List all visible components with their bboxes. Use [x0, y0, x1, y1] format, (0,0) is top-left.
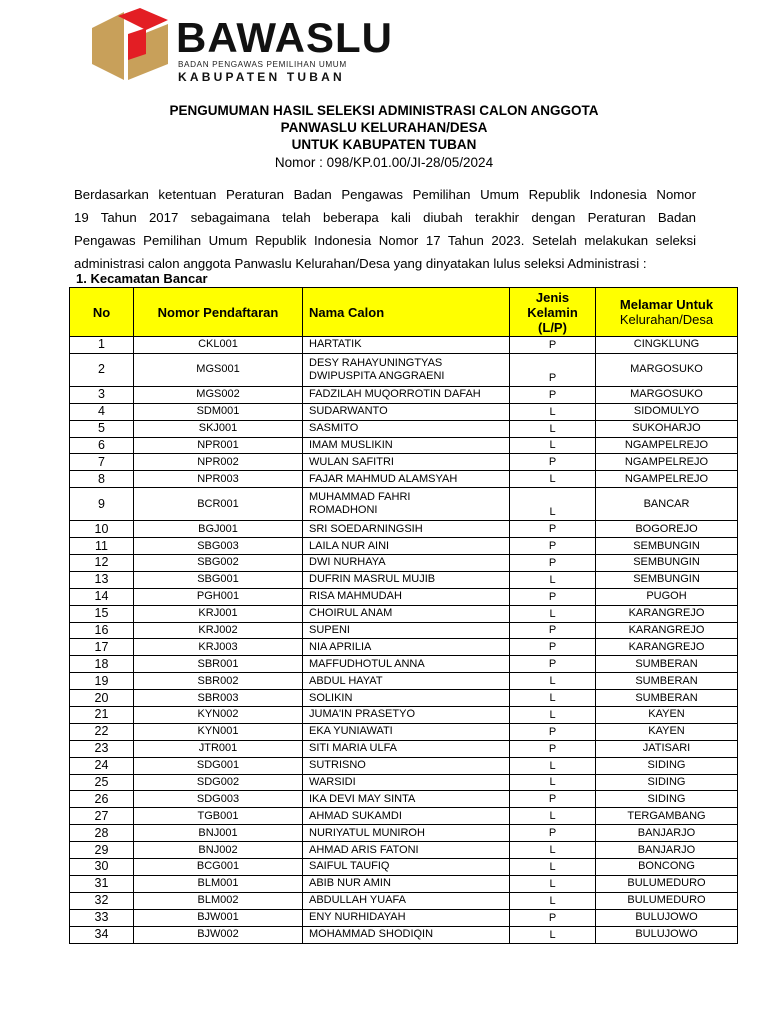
row-number: 7 [70, 454, 134, 471]
table-row [70, 909, 738, 926]
registration-number: SDM001 [134, 403, 303, 420]
header-registration: Nomor Pendaftaran [134, 288, 303, 337]
registration-number: SBG003 [134, 538, 303, 555]
row-number: 27 [70, 808, 134, 825]
row-number: 6 [70, 437, 134, 454]
village: BANJARJO [596, 842, 738, 859]
row-number: 3 [70, 386, 134, 403]
village: KAYEN [596, 723, 738, 740]
candidate-name: ABDULLAH YUAFA [303, 892, 510, 909]
gender: L [510, 926, 596, 943]
table-row [70, 437, 738, 454]
row-number: 16 [70, 622, 134, 639]
village: SEMBUNGIN [596, 555, 738, 572]
candidate-name: DUFRIN MASRUL MUJIB [303, 571, 510, 588]
registration-number: MGS002 [134, 386, 303, 403]
row-number: 32 [70, 892, 134, 909]
table-row [70, 639, 738, 656]
gender: L [510, 842, 596, 859]
table-row [70, 875, 738, 892]
village: CINGKLUNG [596, 337, 738, 354]
candidate-name: FAJAR MAHMUD ALAMSYAH [303, 471, 510, 488]
gender: P [510, 538, 596, 555]
village: NGAMPELREJO [596, 471, 738, 488]
gender: L [510, 774, 596, 791]
table-row [70, 622, 738, 639]
candidate-name [303, 353, 510, 386]
header-gender-line: Kelamin [527, 304, 578, 320]
table-row [70, 926, 738, 943]
table-row [70, 420, 738, 437]
table-row [70, 555, 738, 572]
village: KAYEN [596, 707, 738, 724]
table-row [70, 757, 738, 774]
row-number: 1 [70, 337, 134, 354]
registration-number: SBR002 [134, 673, 303, 690]
table-header-row [70, 288, 738, 337]
gender: P [510, 740, 596, 757]
registration-number: BNJ002 [134, 842, 303, 859]
header-name: Nama Calon [303, 288, 510, 337]
village: BULUJOWO [596, 909, 738, 926]
gender: P [510, 639, 596, 656]
title-line-1: PENGUMUMAN HASIL SELEKSI ADMINISTRASI CALON ANGGOTA [169, 103, 599, 118]
candidate-name-line: DWIPUSPITA ANGGRAENI [309, 369, 445, 382]
intro-line: administrasi calon anggota Panwaslu Kelurahan/Desa yang dinyatakan lulus seleksi Administrasi : [74, 256, 647, 271]
registration-number: SBR001 [134, 656, 303, 673]
candidate-table [69, 287, 738, 944]
table-row [70, 774, 738, 791]
gender: L [510, 403, 596, 420]
row-number: 14 [70, 588, 134, 605]
village: BULUJOWO [596, 926, 738, 943]
header-no: No [70, 288, 134, 337]
village: KARANGREJO [596, 622, 738, 639]
village: SUMBERAN [596, 690, 738, 707]
gender: P [510, 386, 596, 403]
table-row [70, 740, 738, 757]
table-row [70, 538, 738, 555]
row-number: 25 [70, 774, 134, 791]
candidate-name: IKA DEVI MAY SINTA [303, 791, 510, 808]
table-row [70, 808, 738, 825]
village: PUGOH [596, 588, 738, 605]
gender: L [510, 420, 596, 437]
table-row [70, 337, 738, 354]
candidate-name: WULAN SAFITRI [303, 454, 510, 471]
row-number: 31 [70, 875, 134, 892]
gender: L [510, 875, 596, 892]
logo-region: KABUPATEN TUBAN [178, 70, 345, 84]
gender: L [510, 471, 596, 488]
registration-number: KRJ003 [134, 639, 303, 656]
registration-number: BJW001 [134, 909, 303, 926]
gender: P [510, 825, 596, 842]
candidate-name: NURIYATUL MUNIROH [303, 825, 510, 842]
candidate-name-line: DESY RAHAYUNINGTYAS [309, 356, 443, 369]
table-row [70, 353, 738, 386]
table-row [70, 825, 738, 842]
row-number: 11 [70, 538, 134, 555]
row-number: 21 [70, 707, 134, 724]
registration-number: BGJ001 [134, 521, 303, 538]
title-line-2: PANWASLU KELURAHAN/DESA [280, 120, 488, 135]
registration-number: SDG002 [134, 774, 303, 791]
candidate-name: SASMITO [303, 420, 510, 437]
gender: L [510, 571, 596, 588]
registration-number: SKJ001 [134, 420, 303, 437]
candidate-name: JUMA'IN PRASETYO [303, 707, 510, 724]
candidate-name: RISA MAHMUDAH [303, 588, 510, 605]
village: BOGOREJO [596, 521, 738, 538]
table-row [70, 892, 738, 909]
table-row [70, 673, 738, 690]
section-title: 1. Kecamatan Bancar [76, 271, 208, 286]
logo-subtitle: BADAN PENGAWAS PEMILIHAN UMUM [178, 60, 347, 69]
village: SIDOMULYO [596, 403, 738, 420]
registration-number: BCG001 [134, 859, 303, 876]
row-number: 24 [70, 757, 134, 774]
gender: P [510, 723, 596, 740]
row-number: 23 [70, 740, 134, 757]
village: SUMBERAN [596, 673, 738, 690]
gender: L [510, 707, 596, 724]
gender: L [510, 808, 596, 825]
registration-number: NPR002 [134, 454, 303, 471]
village: TERGAMBANG [596, 808, 738, 825]
row-number: 13 [70, 571, 134, 588]
gender: P [510, 521, 596, 538]
row-number: 20 [70, 690, 134, 707]
row-number: 22 [70, 723, 134, 740]
header-apply-line: Melamar Untuk [619, 297, 714, 312]
candidate-name: SUPENI [303, 622, 510, 639]
candidate-name: SAIFUL TAUFIQ [303, 859, 510, 876]
candidate-name-line: MUHAMMAD FAHRI [309, 491, 411, 504]
table-row [70, 842, 738, 859]
table-row [70, 403, 738, 420]
registration-number: BNJ001 [134, 825, 303, 842]
registration-number: NPR001 [134, 437, 303, 454]
candidate-name: SITI MARIA ULFA [303, 740, 510, 757]
candidate-name: EKA YUNIAWATI [303, 723, 510, 740]
gender: P [510, 656, 596, 673]
registration-number: SDG003 [134, 791, 303, 808]
village: BANJARJO [596, 825, 738, 842]
candidate-name: SRI SOEDARNINGSIH [303, 521, 510, 538]
header-apply-line: Kelurahan/Desa [619, 312, 714, 327]
registration-number: CKL001 [134, 337, 303, 354]
table-row [70, 690, 738, 707]
row-number: 8 [70, 471, 134, 488]
village: SUKOHARJO [596, 420, 738, 437]
table-row [70, 488, 738, 521]
row-number: 29 [70, 842, 134, 859]
village: SIDING [596, 774, 738, 791]
gender: L [510, 757, 596, 774]
row-number: 2 [70, 353, 134, 386]
table-row [70, 521, 738, 538]
registration-number: SBR003 [134, 690, 303, 707]
intro-line: Pengawas Pemilihan Umum Republik Indonesia Nomor 17 Tahun 2023. Setelah melakukan seleksi [74, 233, 696, 248]
village: MARGOSUKO [596, 353, 738, 386]
gender: P [510, 791, 596, 808]
registration-number: BLM001 [134, 875, 303, 892]
registration-number: SBG002 [134, 555, 303, 572]
row-number: 17 [70, 639, 134, 656]
table-row [70, 656, 738, 673]
gender: L [510, 859, 596, 876]
gender: P [510, 454, 596, 471]
candidate-name: SUTRISNO [303, 757, 510, 774]
intro-line: 19 Tahun 2017 sebagaimana telah beberapa kali diubah terakhir dengan Peraturan Badan [74, 210, 696, 225]
intro-paragraph [74, 183, 696, 275]
bawaslu-logo [88, 6, 408, 86]
village: NGAMPELREJO [596, 454, 738, 471]
row-number: 26 [70, 791, 134, 808]
candidate-name: SUDARWANTO [303, 403, 510, 420]
candidate-name: MOHAMMAD SHODIQIN [303, 926, 510, 943]
logo-name: BAWASLU [176, 14, 393, 61]
row-number: 4 [70, 403, 134, 420]
row-number: 18 [70, 656, 134, 673]
table-row [70, 454, 738, 471]
table-row [70, 791, 738, 808]
gender: L [510, 488, 596, 521]
row-number: 30 [70, 859, 134, 876]
registration-number: KRJ001 [134, 605, 303, 622]
candidate-name [303, 488, 510, 521]
village: SEMBUNGIN [596, 571, 738, 588]
candidate-name: HARTATIK [303, 337, 510, 354]
village: MARGOSUKO [596, 386, 738, 403]
header-apply-for [596, 288, 738, 337]
village: BULUMEDURO [596, 875, 738, 892]
table-row [70, 859, 738, 876]
row-number: 12 [70, 555, 134, 572]
village: KARANGREJO [596, 605, 738, 622]
candidate-name: CHOIRUL ANAM [303, 605, 510, 622]
gender: P [510, 909, 596, 926]
table-row [70, 707, 738, 724]
village: BONCONG [596, 859, 738, 876]
intro-line: Berdasarkan ketentuan Peraturan Badan Pengawas Pemilihan Umum Republik Indonesia Nomor [74, 187, 696, 202]
gender: L [510, 690, 596, 707]
row-number: 34 [70, 926, 134, 943]
table-row [70, 471, 738, 488]
row-number: 15 [70, 605, 134, 622]
registration-number: SDG001 [134, 757, 303, 774]
village: BANCAR [596, 488, 738, 521]
registration-number: KYN001 [134, 723, 303, 740]
gender: P [510, 555, 596, 572]
table-row [70, 605, 738, 622]
row-number: 28 [70, 825, 134, 842]
header-gender-line: Jenis [535, 289, 570, 305]
bawaslu-emblem-icon [88, 6, 172, 84]
title-line-3: UNTUK KABUPATEN TUBAN [291, 137, 477, 152]
gender: L [510, 605, 596, 622]
village: SUMBERAN [596, 656, 738, 673]
candidate-name: NIA APRILIA [303, 639, 510, 656]
header-gender [510, 288, 596, 337]
registration-number: BJW002 [134, 926, 303, 943]
village: SIDING [596, 757, 738, 774]
table-row [70, 386, 738, 403]
candidate-name: IMAM MUSLIKIN [303, 437, 510, 454]
table-row [70, 723, 738, 740]
registration-number: BCR001 [134, 488, 303, 521]
candidate-name: AHMAD SUKAMDI [303, 808, 510, 825]
gender: L [510, 892, 596, 909]
village: JATISARI [596, 740, 738, 757]
village: KARANGREJO [596, 639, 738, 656]
row-number: 33 [70, 909, 134, 926]
row-number: 10 [70, 521, 134, 538]
candidate-name: LAILA NUR AINI [303, 538, 510, 555]
candidate-name: ABIB NUR AMIN [303, 875, 510, 892]
registration-number: BLM002 [134, 892, 303, 909]
header-gender-line: (L/P) [538, 319, 567, 335]
table-row [70, 571, 738, 588]
gender: L [510, 673, 596, 690]
candidate-name: FADZILAH MUQORROTIN DAFAH [303, 386, 510, 403]
gender: L [510, 437, 596, 454]
registration-number: PGH001 [134, 588, 303, 605]
registration-number: SBG001 [134, 571, 303, 588]
row-number: 5 [70, 420, 134, 437]
registration-number: MGS001 [134, 353, 303, 386]
candidate-name: ENY NURHIDAYAH [303, 909, 510, 926]
village: SEMBUNGIN [596, 538, 738, 555]
document-number: Nomor : 098/KP.01.00/JI-28/05/2024 [274, 155, 494, 170]
candidate-name: SOLIKIN [303, 690, 510, 707]
gender: P [510, 337, 596, 354]
registration-number: JTR001 [134, 740, 303, 757]
candidate-name: AHMAD ARIS FATONI [303, 842, 510, 859]
candidate-name: DWI NURHAYA [303, 555, 510, 572]
village: SIDING [596, 791, 738, 808]
registration-number: NPR003 [134, 471, 303, 488]
row-number: 9 [70, 488, 134, 521]
candidate-name: WARSIDI [303, 774, 510, 791]
village: NGAMPELREJO [596, 437, 738, 454]
gender: P [510, 588, 596, 605]
registration-number: KRJ002 [134, 622, 303, 639]
village: BULUMEDURO [596, 892, 738, 909]
candidate-name: MAFFUDHOTUL ANNA [303, 656, 510, 673]
candidate-name-line: ROMADHONI [309, 504, 378, 517]
row-number: 19 [70, 673, 134, 690]
candidate-name: ABDUL HAYAT [303, 673, 510, 690]
gender: P [510, 622, 596, 639]
registration-number: TGB001 [134, 808, 303, 825]
table-row [70, 588, 738, 605]
registration-number: KYN002 [134, 707, 303, 724]
gender: P [510, 353, 596, 386]
